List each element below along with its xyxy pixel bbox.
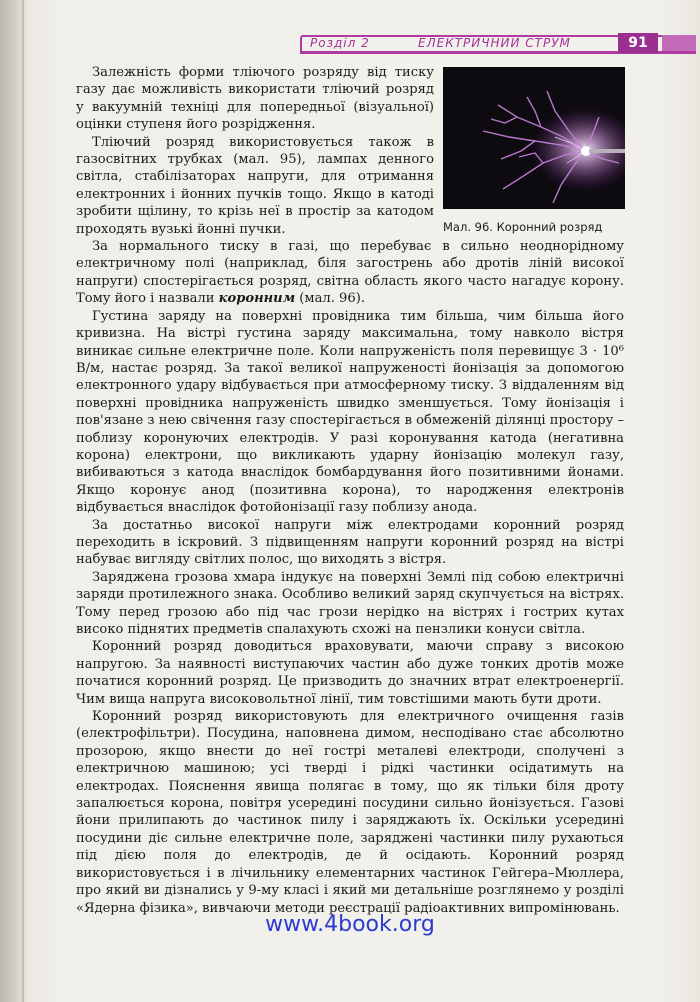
book-gutter [22, 0, 24, 1002]
paragraph-8: Коронний розряд використовують для електричного очищення газів (електрофільтри). Посудина, наповнена димом, несподівано стає абсолютно прозорою, якщо внести до неї гострі металеві електроди, сполучені з електричною машиною; усі тверді і рідкі частинки осідатимуть на електродах. Пояснення явища полягає в тому, що як тільки біля дроту запалюється корона, повітря усередині посудини сильно йонізується. Газові йони прилипають до частинок пилу і заряджають їх. Оскільки усередині посудини діє сильне електричне поле, заряджені частинки пилу рухаються під дією поля до електродів, де й осідають. Коронний розряд використовується і в лічильнику елементарних частинок Гейгера–Мюллера, про який ви дізнались у 9-му класі і який ми детальніше розглянемо у розділі «Ядерна фізика», вивчаючи методи реєстрації радіоактивних випромінювань. [76, 709, 624, 916]
watermark-link[interactable]: www.4book.org [265, 912, 435, 937]
header-tab [662, 35, 696, 51]
term-coronal: коронним [218, 291, 296, 307]
paragraph-7: Коронний розряд доводиться враховувати, маючи справу з високою напругою. За наявності виступаючих частин або дуже тонких дротів може початися коронний розряд. Це призводить до значних втрат електроенергії. Чим вища напруга високовольтної лінії, тим товстішими мають бути дроти. [76, 639, 624, 707]
paragraph-4: Густина заряду на поверхні провідника тим більша, чим більша його кривизна. На вістрі густина заряду максимальна, тому навколо вістря виникає сильне електричне поле. Коли напруженість поля перевищує 3 · 10⁶ В/м, настає розряд. За такої великої напруженості йонізація за допомогою електронного удару відбувається при атмосферному тиску. З віддаленням від поверхні провідника напруженість швидко зменшується. Тому йонізація і пов'язане з нею свічення газу спостерігається в обмеженій ділянці простору – поблизу коронуючих електродів. У разі коронування катода (негативна корона) електрони, що викликають ударну йонізацію молекул газу, вибиваються з катода внаслідок бомбардування його позитивними йонами. Якщо коронує анод (позитивна корона), то народження електронів відбувається внаслідок фотойонізації газу поблизу анода. [76, 308, 624, 516]
paragraph-1: Залежність форми тліючого розряду від тиску газу дає можливість використати тліючий розряд у вакуумній техніці для попередньої (візуальної) оцінки ступеня його розрідження. [76, 65, 434, 133]
paragraph-3-text: За нормального тиску в газі, що перебуває в сильно неоднорідному електричному полі (наприклад, біля загострень або дротів ліній високої напруги) спостерігається розряд, світна область якого часто нагадує корону. Тому його і назвали [76, 239, 624, 307]
paragraph-3 [76, 238, 624, 308]
running-header [300, 35, 696, 55]
figure-caption: Мал. 96. Коронний розряд [443, 220, 603, 234]
paragraph-5: За достатньо високої напруги між електродами коронний розряд переходить в іскровий. З підвищенням напруги коронний розряд на вістрі набуває вигляду світлих полос, що виходять з вістря. [76, 517, 624, 568]
paragraph-3-tail: (мал. 96). [295, 291, 365, 307]
body-text [76, 64, 624, 917]
chapter-title: ЕЛЕКТРИЧНИЙ СТРУМ [418, 36, 571, 50]
chapter-label: Розділ 2 [310, 36, 370, 50]
page-number: 91 [618, 33, 658, 53]
paragraph-2: Тліючий розряд використовується також в газосвітних трубках (мал. 95), лампах денного світла, стабілізаторах напруги, для отримання електронних і йонних пучків тощо. Якщо в катоді зробити щілину, то крізь неї в простір за катодом проходять вузькі йонні пучки. [76, 134, 434, 237]
paragraph-6: Заряджена грозова хмара індукує на поверхні Землі під собою електричні заряди протилежного знака. Особливо великий заряд скупчується на вістрях. Тому перед грозою або під час грози нерідко на вістрях і гострих кутах високо піднятих предметів спалахують схожі на пензлики конуси світла. [76, 569, 624, 637]
